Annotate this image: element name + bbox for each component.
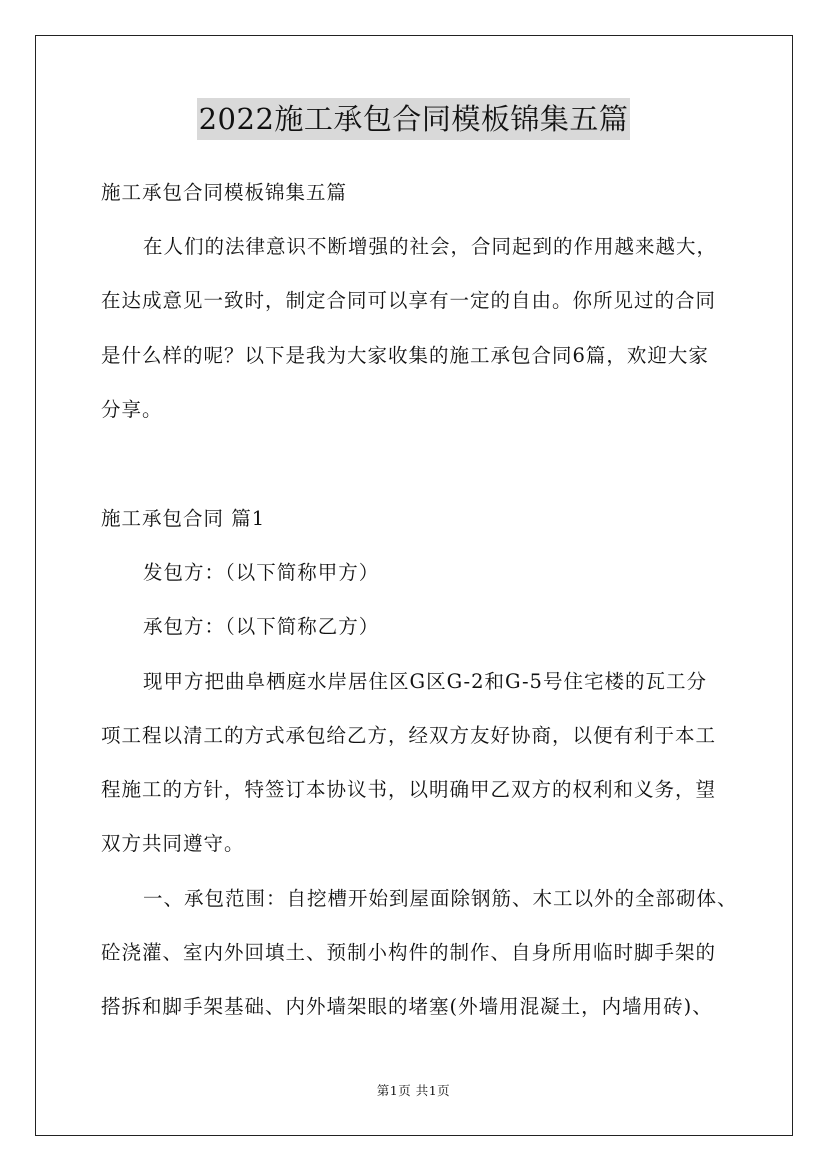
paragraph2-line-3: 搭拆和脚手架基础、内外墙架眼的堵塞(外墙用混凝土，内墙用砖)、	[101, 995, 713, 1018]
intro-line-2: 在达成意见一致时，制定合同可以享有一定的自由。你所见过的合同	[101, 289, 717, 312]
paragraph1-line-4: 双方共同遵守。	[101, 832, 245, 855]
title-container	[0, 98, 827, 140]
paragraph2-line-2: 砼浇灌、室内外回填土、预制小构件的制作、自身所用临时脚手架的	[101, 941, 717, 964]
paragraph2-line-1: 一、承包范围：自挖槽开始到屋面除钢筋、木工以外的全部砌体、	[143, 887, 738, 910]
intro-line-3: 是什么样的呢？以下是我为大家收集的施工承包合同6篇，欢迎大家	[101, 344, 709, 367]
document-title: 2022施工承包合同模板锦集五篇	[197, 98, 631, 140]
paragraph1-line-2: 项工程以清工的方式承包给乙方，经双方友好协商，以便有利于本工	[101, 724, 717, 747]
intro-line-1: 在人们的法律意识不断增强的社会，合同起到的作用越来越大，	[143, 235, 718, 258]
party-b-line: 承包方：（以下简称乙方）	[143, 615, 380, 638]
paragraph1-line-3: 程施工的方针，特签订本协议书，以明确甲乙双方的权利和义务，望	[101, 778, 717, 801]
page-footer: 第1页 共1页	[376, 1083, 451, 1098]
intro-line-4: 分享。	[101, 398, 163, 421]
subtitle: 施工承包合同模板锦集五篇	[101, 181, 348, 204]
party-a-line: 发包方：（以下简称甲方）	[143, 561, 380, 584]
section-heading: 施工承包合同 篇1	[101, 507, 266, 530]
paragraph1-line-1: 现甲方把曲阜栖庭水岸居住区G区G-2和G-5号住宅楼的瓦工分	[143, 670, 707, 693]
